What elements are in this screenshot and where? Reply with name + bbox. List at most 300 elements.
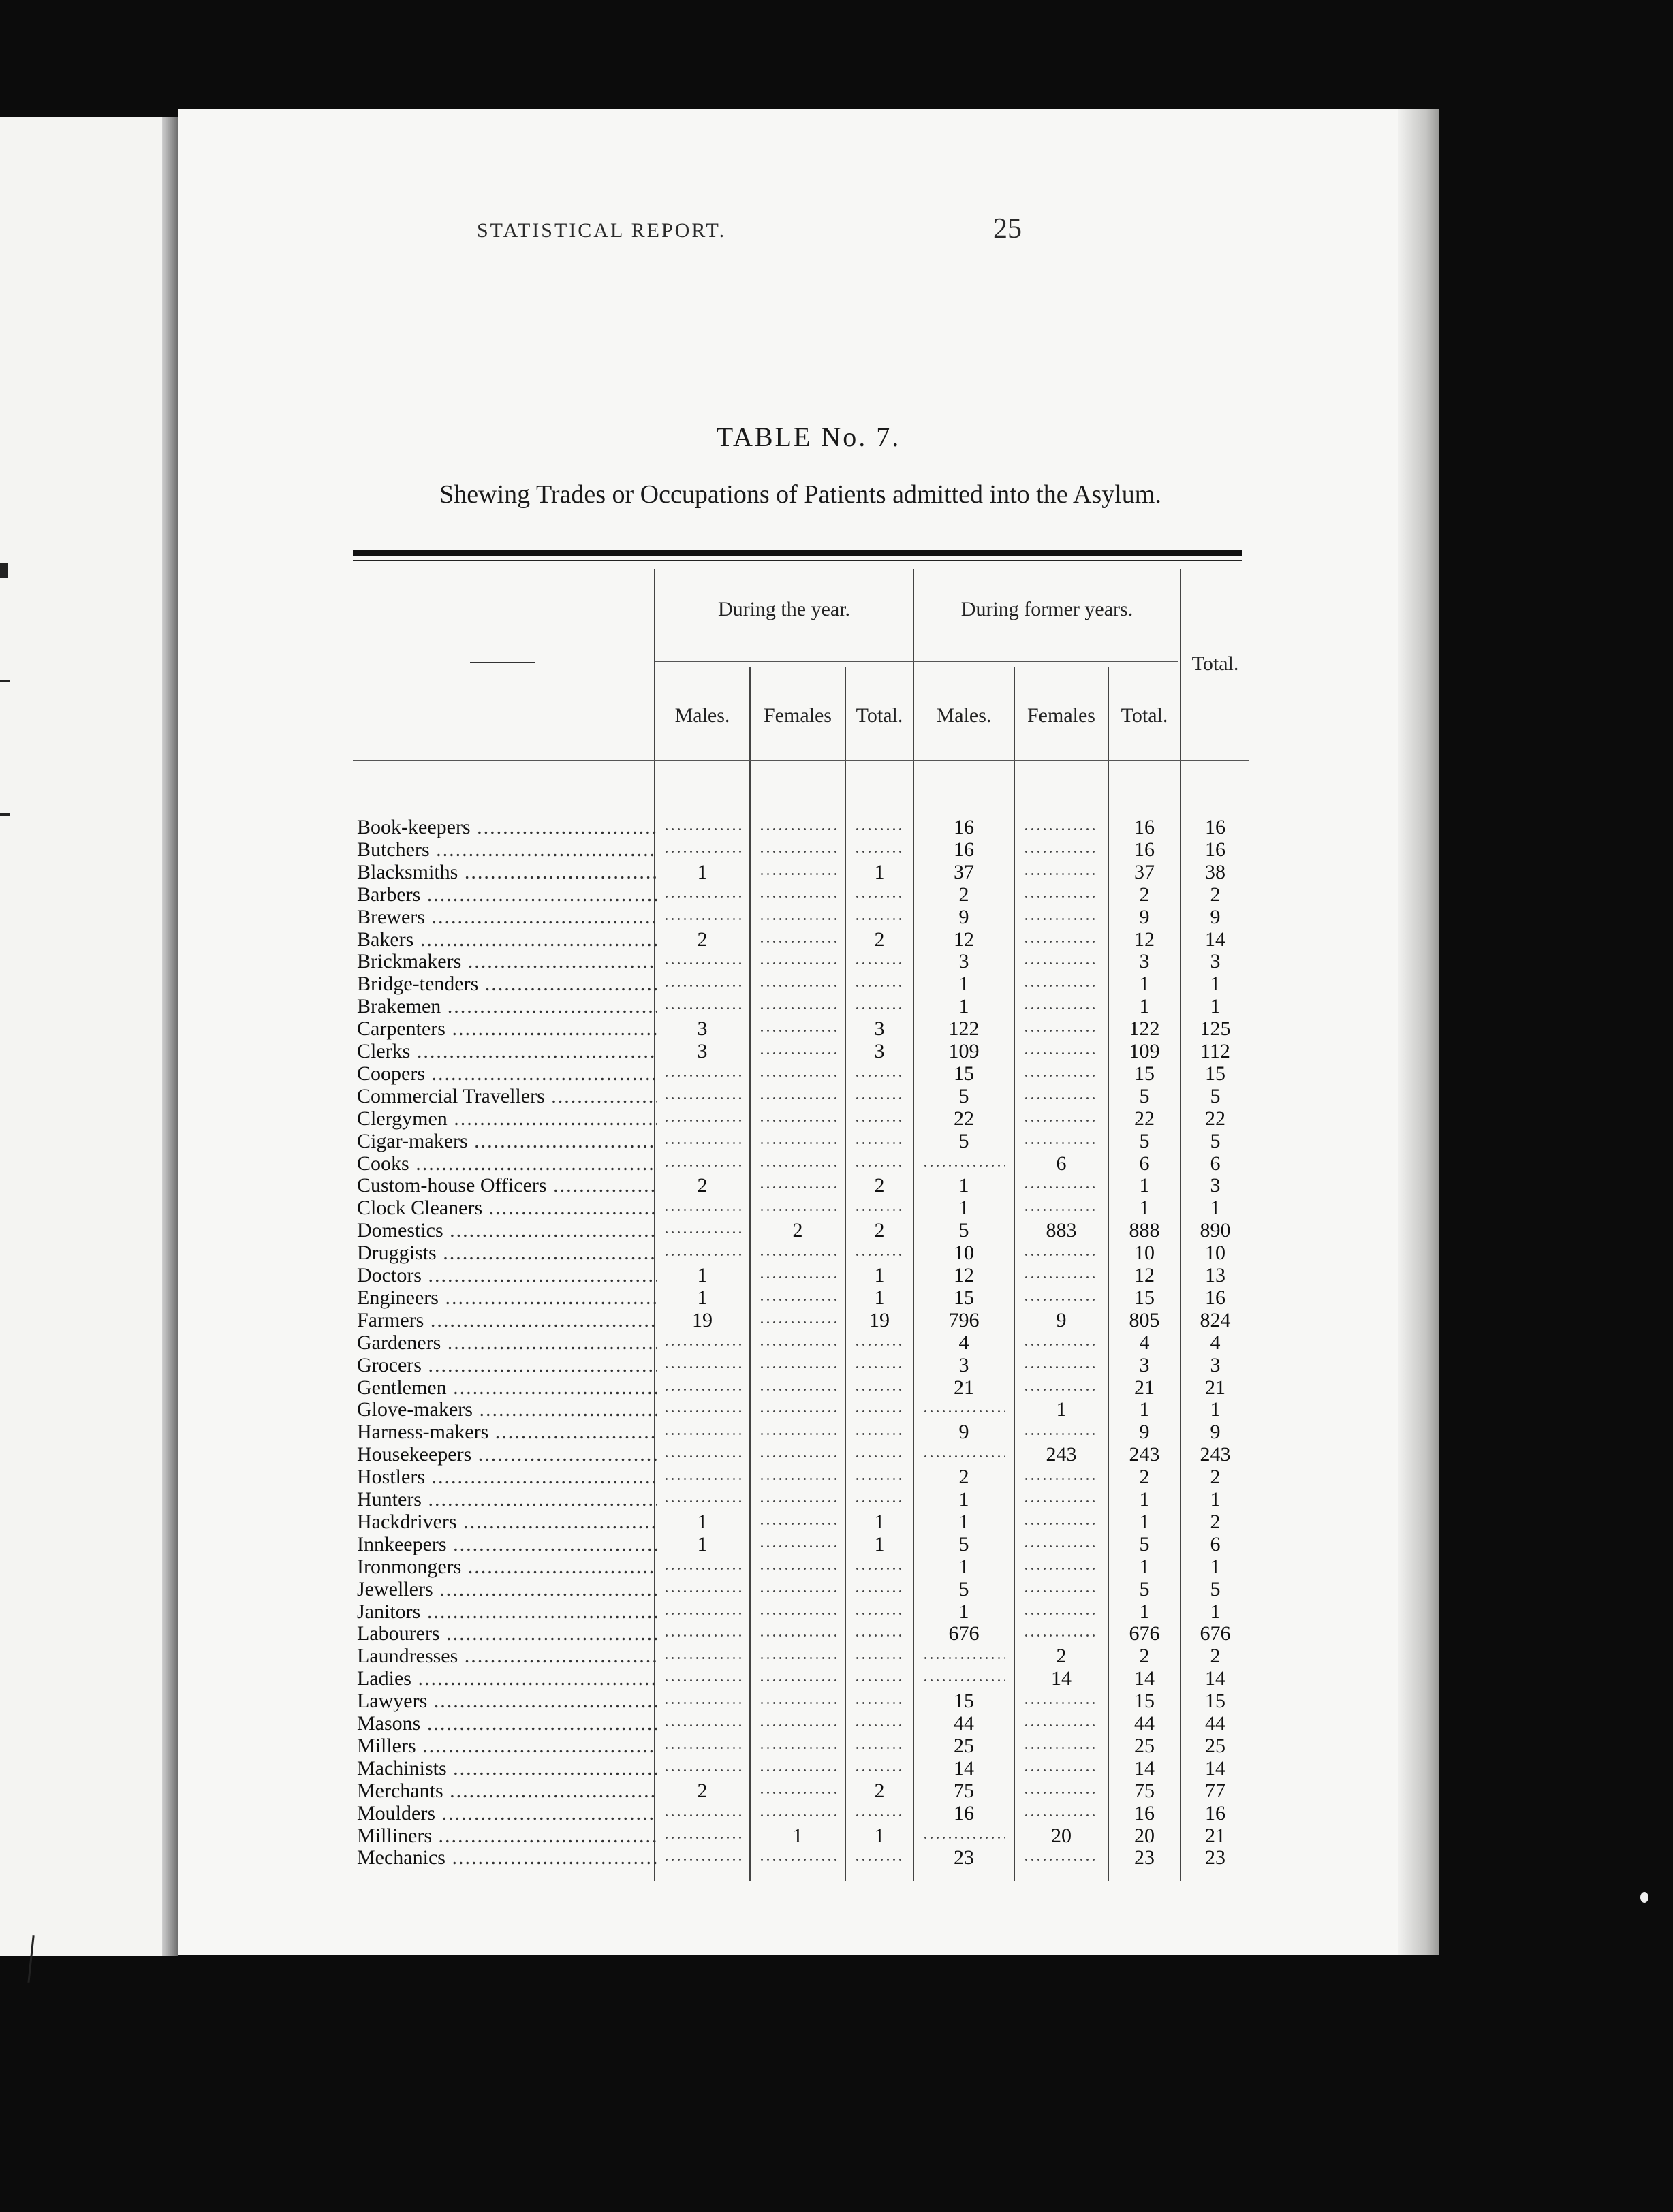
- empty-cell-leader: [759, 1075, 836, 1077]
- cell-total: 5: [1210, 1577, 1221, 1600]
- cell-fy-m: 1: [958, 995, 969, 1018]
- empty-cell-leader: [759, 1254, 836, 1256]
- empty-cell-leader: [1023, 1366, 1099, 1368]
- table-row: [0, 1824, 1260, 1847]
- empty-cell-leader: [922, 1837, 1005, 1839]
- cell-total: 1: [1210, 1555, 1221, 1578]
- empty-cell-leader: [663, 828, 741, 830]
- cell-fy-m: 15: [954, 1062, 974, 1085]
- empty-cell-leader: [922, 1679, 1005, 1681]
- empty-cell-leader: [663, 1769, 741, 1771]
- cell-total: 16: [1205, 1801, 1225, 1824]
- cell-fy-t: 2: [1139, 1645, 1150, 1668]
- cell-fy-m: 16: [954, 838, 974, 861]
- cell-fy-f: 20: [1051, 1824, 1072, 1847]
- occupation-label: Laundresses .....: [357, 1645, 657, 1667]
- empty-cell-leader: [1023, 1747, 1099, 1749]
- cell-fy-m: 3: [958, 950, 969, 973]
- cell-fy-m: 1: [958, 973, 969, 996]
- table-row: [0, 1578, 1260, 1600]
- cell-total: 1: [1210, 1600, 1221, 1623]
- occupation-label: Brewers .....: [357, 906, 657, 928]
- table-row: [0, 1555, 1260, 1578]
- empty-cell-leader: [663, 1455, 741, 1457]
- cell-fy-t: 122: [1129, 1017, 1160, 1041]
- cell-total: 14: [1205, 1756, 1225, 1780]
- table-row: [0, 1398, 1260, 1421]
- cell-fy-m: 9: [958, 905, 969, 928]
- cell-fy-m: 122: [948, 1017, 980, 1041]
- header-subrule: [655, 661, 1178, 662]
- table-row: [0, 861, 1260, 883]
- empty-cell-leader: [854, 828, 905, 830]
- empty-cell-leader: [854, 851, 905, 853]
- empty-cell-leader: [854, 1344, 905, 1346]
- occupation-label: Jewellers .....: [357, 1578, 657, 1600]
- empty-cell-leader: [1023, 1120, 1099, 1122]
- table-row: [0, 1286, 1260, 1309]
- empty-cell-leader: [854, 1366, 905, 1368]
- cell-total: 9: [1210, 1421, 1221, 1444]
- cell-fy-t: 9: [1139, 1421, 1150, 1444]
- empty-cell-leader: [663, 1209, 741, 1211]
- cell-fy-m: 2: [958, 1466, 969, 1489]
- table-row: [0, 1735, 1260, 1757]
- cell-fy-m: 109: [948, 1040, 980, 1062]
- empty-cell-leader: [1023, 1590, 1099, 1592]
- cell-total: 22: [1205, 1107, 1225, 1130]
- occupation-label: Bridge-tenders .....: [357, 973, 657, 995]
- empty-cell-leader: [854, 1075, 905, 1077]
- empty-cell-leader: [1023, 1209, 1099, 1211]
- cell-total: 14: [1205, 1667, 1225, 1690]
- empty-cell-leader: [854, 1209, 905, 1211]
- occupation-label: Ladies .....: [357, 1667, 657, 1690]
- cell-fy-t: 12: [1134, 928, 1155, 951]
- stub-dash: [470, 662, 535, 663]
- cell-fy-t: 20: [1134, 1824, 1155, 1847]
- empty-cell-leader: [663, 1634, 741, 1637]
- cell-fy-m: 15: [954, 1690, 974, 1713]
- table-caption: Shewing Trades or Occupations of Patients admitted into the Asylum.: [439, 480, 1161, 509]
- table-top-thin-rule: [353, 560, 1242, 561]
- cell-fy-t: 15: [1134, 1690, 1155, 1713]
- table-row: [0, 1712, 1260, 1735]
- empty-cell-leader: [854, 1254, 905, 1256]
- cell-dy-f: 1: [792, 1824, 803, 1847]
- empty-cell-leader: [759, 1747, 836, 1749]
- empty-cell-leader: [663, 1366, 741, 1368]
- empty-cell-leader: [663, 1679, 741, 1681]
- empty-cell-leader: [1023, 1702, 1099, 1704]
- cell-dy-t: 1: [874, 1510, 885, 1533]
- occupation-label: Millers .....: [357, 1735, 657, 1757]
- cell-fy-t: 15: [1134, 1286, 1155, 1309]
- cell-total: 1: [1210, 995, 1221, 1018]
- empty-cell-leader: [759, 1769, 836, 1771]
- occupation-label: Domestics .....: [357, 1219, 657, 1242]
- table-row: [0, 1152, 1260, 1175]
- occupation-label: Butchers .....: [357, 838, 657, 861]
- empty-cell-leader: [854, 1814, 905, 1816]
- cell-fy-m: 2: [958, 883, 969, 906]
- empty-cell-leader: [759, 1299, 836, 1301]
- empty-cell-leader: [759, 1792, 836, 1794]
- empty-cell-leader: [663, 1142, 741, 1144]
- empty-cell-leader: [759, 873, 836, 875]
- cell-fy-m: 15: [954, 1286, 974, 1309]
- empty-cell-leader: [759, 1186, 836, 1188]
- cell-total: 44: [1205, 1712, 1225, 1735]
- cell-fy-t: 1: [1139, 973, 1150, 996]
- occupation-label: Ironmongers .....: [357, 1555, 657, 1578]
- header-total-sub: Total.: [856, 704, 903, 727]
- cell-fy-m: 37: [954, 860, 974, 883]
- cell-fy-m: 21: [954, 1376, 974, 1399]
- cell-dy-t: 1: [874, 1264, 885, 1286]
- occupation-label: Gentlemen .....: [357, 1376, 657, 1399]
- cell-total: 2: [1210, 1510, 1221, 1533]
- empty-cell-leader: [1023, 1276, 1099, 1278]
- occupation-label: Hostlers .....: [357, 1466, 657, 1488]
- empty-cell-leader: [663, 1702, 741, 1704]
- empty-cell-leader: [759, 1657, 836, 1659]
- empty-cell-leader: [759, 1702, 836, 1704]
- cell-fy-t: 44: [1134, 1712, 1155, 1735]
- occupation-label: Moulders .....: [357, 1802, 657, 1824]
- empty-cell-leader: [663, 1837, 741, 1839]
- empty-cell-leader: [759, 1568, 836, 1570]
- cell-dy-m: 1: [697, 1264, 708, 1286]
- empty-cell-leader: [663, 1814, 741, 1816]
- empty-cell-leader: [1023, 1097, 1099, 1099]
- cell-fy-m: 12: [954, 928, 974, 951]
- empty-cell-leader: [759, 1613, 836, 1615]
- occupation-label: Innkeepers .....: [357, 1533, 657, 1555]
- empty-cell-leader: [1023, 1724, 1099, 1726]
- cell-fy-t: 805: [1129, 1308, 1160, 1331]
- empty-cell-leader: [663, 1165, 741, 1167]
- empty-cell-leader: [854, 962, 905, 964]
- empty-cell-leader: [922, 1165, 1005, 1167]
- occupation-label: Engineers .....: [357, 1286, 657, 1309]
- empty-cell-leader: [854, 1433, 905, 1435]
- table-top-rule: [353, 550, 1242, 556]
- cell-fy-m: 796: [948, 1308, 980, 1331]
- table-row: [0, 1107, 1260, 1130]
- cell-fy-m: 676: [948, 1622, 980, 1645]
- cell-total: 10: [1205, 1242, 1225, 1265]
- empty-cell-leader: [663, 1590, 741, 1592]
- table-row: [0, 1174, 1260, 1197]
- empty-cell-leader: [759, 1859, 836, 1861]
- cell-total: 38: [1205, 860, 1225, 883]
- empty-cell-leader: [663, 1478, 741, 1480]
- table-row: [0, 1017, 1260, 1040]
- empty-cell-leader: [922, 1657, 1005, 1659]
- cell-fy-t: 3: [1139, 1353, 1150, 1376]
- cell-dy-t: 2: [874, 928, 885, 951]
- cell-fy-t: 16: [1134, 838, 1155, 861]
- cell-fy-t: 15: [1134, 1062, 1155, 1085]
- cell-fy-t: 1: [1139, 1488, 1150, 1511]
- table-row: [0, 928, 1260, 951]
- cell-dy-m: 2: [697, 1174, 708, 1197]
- occupation-label: Clergymen .....: [357, 1107, 657, 1130]
- empty-cell-leader: [759, 1679, 836, 1681]
- cell-fy-t: 1: [1139, 1600, 1150, 1623]
- occupation-label: Blacksmiths .....: [357, 861, 657, 883]
- occupation-label: Hackdrivers .....: [357, 1511, 657, 1533]
- empty-cell-leader: [759, 1007, 836, 1009]
- empty-cell-leader: [854, 1165, 905, 1167]
- occupation-label: Brickmakers .....: [357, 950, 657, 973]
- empty-cell-leader: [663, 1613, 741, 1615]
- empty-cell-leader: [1023, 1568, 1099, 1570]
- occupation-label: Harness-makers .....: [357, 1421, 657, 1443]
- empty-cell-leader: [1023, 828, 1099, 830]
- empty-cell-leader: [1023, 1769, 1099, 1771]
- cell-fy-m: 5: [958, 1219, 969, 1242]
- cell-total: 14: [1205, 928, 1225, 951]
- cell-total: 16: [1205, 838, 1225, 861]
- occupation-label: Clock Cleaners .....: [357, 1197, 657, 1219]
- cell-fy-m: 1: [958, 1174, 969, 1197]
- cell-fy-t: 2: [1139, 1466, 1150, 1489]
- cell-dy-m: 2: [697, 928, 708, 951]
- cell-fy-m: 4: [958, 1331, 969, 1354]
- empty-cell-leader: [854, 1702, 905, 1704]
- table-row: [0, 1667, 1260, 1690]
- empty-cell-leader: [759, 1097, 836, 1099]
- cell-fy-t: 10: [1134, 1242, 1155, 1265]
- table-row: [0, 973, 1260, 995]
- occupation-label: Barbers .....: [357, 883, 657, 906]
- cell-fy-t: 5: [1139, 1577, 1150, 1600]
- cell-total: 1: [1210, 973, 1221, 996]
- cell-fy-m: 1: [958, 1488, 969, 1511]
- empty-cell-leader: [854, 896, 905, 898]
- table-row: [0, 1846, 1260, 1869]
- cell-fy-t: 21: [1134, 1376, 1155, 1399]
- facing-page-rule: [0, 680, 10, 682]
- occupation-label: Carpenters .....: [357, 1017, 657, 1040]
- cell-fy-t: 75: [1134, 1779, 1155, 1802]
- cell-total: 676: [1200, 1622, 1231, 1645]
- occupation-label: Milliners .....: [357, 1824, 657, 1847]
- empty-cell-leader: [854, 1769, 905, 1771]
- cell-total: 13: [1205, 1264, 1225, 1286]
- cell-total: 125: [1200, 1017, 1231, 1041]
- empty-cell-leader: [854, 1613, 905, 1615]
- empty-cell-leader: [663, 985, 741, 987]
- empty-cell-leader: [759, 851, 836, 853]
- cell-fy-t: 4: [1139, 1331, 1150, 1354]
- empty-cell-leader: [759, 918, 836, 920]
- cell-total: 25: [1205, 1734, 1225, 1757]
- cell-dy-m: 1: [697, 1286, 708, 1309]
- empty-cell-leader: [854, 1410, 905, 1412]
- empty-cell-leader: [759, 985, 836, 987]
- empty-cell-leader: [663, 1007, 741, 1009]
- cell-fy-m: 16: [954, 816, 974, 838]
- empty-cell-leader: [854, 1478, 905, 1480]
- empty-cell-leader: [759, 962, 836, 964]
- cell-fy-t: 1: [1139, 1197, 1150, 1220]
- occupation-label: Janitors .....: [357, 1600, 657, 1623]
- cell-dy-m: 19: [692, 1308, 713, 1331]
- cell-total: 1: [1210, 1488, 1221, 1511]
- occupation-label: Cooks .....: [357, 1152, 657, 1175]
- table-row: [0, 1466, 1260, 1488]
- occupation-label: Doctors .....: [357, 1264, 657, 1286]
- empty-cell-leader: [1023, 1523, 1099, 1525]
- cell-fy-t: 6: [1139, 1152, 1150, 1175]
- occupation-label: Farmers .....: [357, 1309, 657, 1331]
- cell-fy-t: 2: [1139, 883, 1150, 906]
- occupation-label: Custom-house Officers .....: [357, 1174, 657, 1197]
- table-row: [0, 1040, 1260, 1062]
- empty-cell-leader: [759, 1030, 836, 1032]
- empty-cell-leader: [1023, 1007, 1099, 1009]
- occupation-label: Coopers .....: [357, 1062, 657, 1085]
- table-row: [0, 1421, 1260, 1443]
- cell-fy-m: 44: [954, 1712, 974, 1735]
- table-row: [0, 883, 1260, 906]
- header-bottom-rule: [353, 760, 1249, 761]
- occupation-label: Merchants .....: [357, 1780, 657, 1802]
- empty-cell-leader: [854, 1097, 905, 1099]
- empty-cell-leader: [1023, 1254, 1099, 1256]
- empty-cell-leader: [663, 1500, 741, 1502]
- empty-cell-leader: [854, 1590, 905, 1592]
- cell-dy-t: 1: [874, 1532, 885, 1555]
- occupation-label: Gardeners .....: [357, 1331, 657, 1354]
- cell-dy-t: 3: [874, 1017, 885, 1041]
- cell-total: 824: [1200, 1308, 1231, 1331]
- empty-cell-leader: [759, 1500, 836, 1502]
- table-row: [0, 1757, 1260, 1780]
- empty-cell-leader: [759, 941, 836, 943]
- cell-fy-t: 243: [1129, 1443, 1160, 1466]
- empty-cell-leader: [759, 1120, 836, 1122]
- facing-page-mark: [0, 563, 8, 578]
- cell-total: 16: [1205, 816, 1225, 838]
- cell-fy-t: 888: [1129, 1219, 1160, 1242]
- empty-cell-leader: [1023, 1142, 1099, 1144]
- empty-cell-leader: [759, 1142, 836, 1144]
- facing-page-mark: [27, 1936, 34, 1983]
- occupation-label: Hunters .....: [357, 1488, 657, 1511]
- cell-fy-m: 5: [958, 1577, 969, 1600]
- table-row: [0, 995, 1260, 1017]
- cell-dy-t: 19: [869, 1308, 890, 1331]
- cell-fy-t: 9: [1139, 905, 1150, 928]
- cell-fy-t: 37: [1134, 860, 1155, 883]
- page-number: 25: [993, 213, 1022, 244]
- empty-cell-leader: [1023, 896, 1099, 898]
- cell-dy-f: 2: [792, 1219, 803, 1242]
- cell-dy-m: 1: [697, 1532, 708, 1555]
- empty-cell-leader: [663, 896, 741, 898]
- empty-cell-leader: [759, 1523, 836, 1525]
- empty-cell-leader: [663, 1433, 741, 1435]
- empty-cell-leader: [1023, 1859, 1099, 1861]
- occupation-label: Glove-makers .....: [357, 1398, 657, 1421]
- cell-fy-f: 1: [1056, 1398, 1067, 1421]
- cell-fy-f: 883: [1046, 1219, 1077, 1242]
- cell-total: 77: [1205, 1779, 1225, 1802]
- empty-cell-leader: [663, 1568, 741, 1570]
- empty-cell-leader: [1023, 1030, 1099, 1032]
- empty-cell-leader: [759, 1634, 836, 1637]
- empty-cell-leader: [759, 1165, 836, 1167]
- table-row: [0, 1511, 1260, 1533]
- cell-fy-m: 10: [954, 1242, 974, 1265]
- empty-cell-leader: [663, 918, 741, 920]
- empty-cell-leader: [663, 962, 741, 964]
- cell-fy-m: 3: [958, 1353, 969, 1376]
- cell-fy-t: 5: [1139, 1084, 1150, 1107]
- cell-fy-m: 1: [958, 1510, 969, 1533]
- table-row: [0, 1197, 1260, 1219]
- cell-total: 6: [1210, 1532, 1221, 1555]
- cell-fy-m: 9: [958, 1421, 969, 1444]
- cell-fy-f: 243: [1046, 1443, 1077, 1466]
- empty-cell-leader: [1023, 1299, 1099, 1301]
- cell-fy-t: 676: [1129, 1622, 1160, 1645]
- cell-fy-t: 5: [1139, 1532, 1150, 1555]
- header-females: Females: [764, 704, 832, 727]
- table-row: [0, 1309, 1260, 1331]
- cell-dy-t: 3: [874, 1040, 885, 1062]
- cell-total: 15: [1205, 1690, 1225, 1713]
- scan-speck: [1640, 1892, 1648, 1903]
- empty-cell-leader: [1023, 851, 1099, 853]
- empty-cell-leader: [854, 985, 905, 987]
- cell-fy-t: 109: [1129, 1040, 1160, 1062]
- cell-total: 4: [1210, 1331, 1221, 1354]
- cell-fy-t: 14: [1134, 1756, 1155, 1780]
- cell-fy-m: 25: [954, 1734, 974, 1757]
- cell-fy-t: 1: [1139, 995, 1150, 1018]
- empty-cell-leader: [663, 851, 741, 853]
- table-row: [0, 1802, 1260, 1824]
- empty-cell-leader: [759, 1814, 836, 1816]
- table-row: [0, 1690, 1260, 1712]
- empty-cell-leader: [1023, 873, 1099, 875]
- empty-cell-leader: [1023, 1814, 1099, 1816]
- empty-cell-leader: [663, 1075, 741, 1077]
- cell-total: 3: [1210, 950, 1221, 973]
- cell-dy-t: 1: [874, 1286, 885, 1309]
- cell-fy-t: 1: [1139, 1510, 1150, 1533]
- empty-cell-leader: [663, 1724, 741, 1726]
- empty-cell-leader: [854, 918, 905, 920]
- empty-cell-leader: [663, 1120, 741, 1122]
- table-row: [0, 950, 1260, 973]
- cell-total: 112: [1200, 1040, 1230, 1062]
- table-row: [0, 1242, 1260, 1264]
- table-row: [0, 1085, 1260, 1107]
- table-row: [0, 1645, 1260, 1667]
- cell-fy-t: 22: [1134, 1107, 1155, 1130]
- cell-dy-t: 2: [874, 1219, 885, 1242]
- table-row: [0, 1331, 1260, 1354]
- table-number: TABLE No. 7.: [716, 422, 901, 452]
- header-females: Females: [1027, 704, 1095, 727]
- empty-cell-leader: [1023, 1634, 1099, 1637]
